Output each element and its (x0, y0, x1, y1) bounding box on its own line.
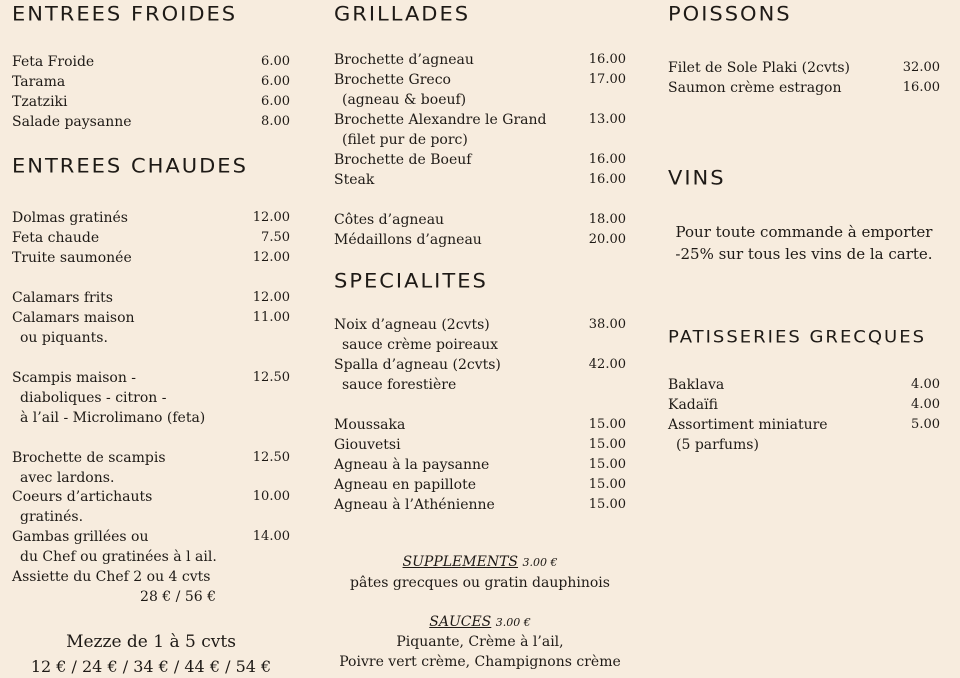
menu-item-price: 15.00 (588, 477, 626, 492)
menu-item-price: 12.50 (252, 370, 290, 385)
menu-item (12, 249, 290, 267)
menu-item-price: 16.00 (588, 172, 626, 187)
menu-item-price: 18.00 (588, 212, 626, 227)
sauces-line2: Poivre vert crème, Champignons crème (339, 654, 621, 670)
menu-item-name: Scampis maison - (12, 370, 137, 386)
menu-item-name: Baklava (668, 377, 725, 393)
menu-item-price: 7.50 (261, 230, 290, 245)
menu-item-name: Filet de Sole Plaki (2cvts) (668, 60, 851, 76)
vins-line1: Pour toute commande à emporter (675, 223, 933, 241)
menu-item-name: Brochette de Boeuf (334, 152, 472, 168)
menu-item-name: Assiette du Chef 2 ou 4 cvts (12, 569, 211, 585)
menu-item (12, 389, 290, 407)
menu-item-name: Salade paysanne (12, 114, 132, 130)
menu-item-name: Tzatziki (12, 94, 68, 110)
menu-item-price: 13.00 (588, 112, 626, 127)
menu-item-price: 17.00 (588, 72, 626, 87)
menu-item (668, 416, 940, 434)
menu-item (668, 396, 940, 414)
menu-item-price: 16.00 (588, 152, 626, 167)
menu-item-name: Giouvetsi (334, 437, 401, 453)
menu-item (12, 53, 290, 71)
menu-item (12, 588, 290, 606)
menu-item-name: Coeurs d’artichauts (12, 489, 153, 505)
menu-item-name: Agneau à la paysanne (334, 457, 490, 473)
menu-item-name: du Chef ou gratinées à l ail. (20, 549, 217, 565)
menu-item-name: Médaillons d’agneau (334, 232, 482, 248)
menu-item (334, 91, 626, 109)
menu-item (12, 488, 290, 506)
menu-item (12, 229, 290, 247)
menu-item-name: Truite saumonée (12, 250, 132, 266)
menu-item-price: 16.00 (588, 52, 626, 67)
menu-item-price: 12.50 (252, 450, 290, 465)
menu-item-price: 15.00 (588, 417, 626, 432)
menu-item-price: 6.00 (261, 94, 290, 109)
heading-entrees-froides: ENTREES FROIDES (12, 2, 238, 26)
menu-item (334, 416, 626, 434)
menu-item (334, 111, 626, 129)
menu-item-name: Noix d’agneau (2cvts) (334, 317, 490, 333)
menu-item (12, 469, 290, 487)
menu-item (12, 409, 290, 427)
menu-item-price: 15.00 (588, 497, 626, 512)
menu-item (12, 449, 290, 467)
menu-item-price: 4.00 (911, 377, 940, 392)
menu-item-price: 10.00 (252, 489, 290, 504)
menu-item-price: 20.00 (588, 232, 626, 247)
menu-item-name: Saumon crème estragon (668, 80, 842, 96)
menu-item-name: Assortiment miniature (668, 417, 828, 433)
menu-item-name: (5 parfums) (676, 437, 759, 453)
menu-item-name: Brochette d’agneau (334, 52, 474, 68)
menu-item-name: Moussaka (334, 417, 406, 433)
menu-item-price: 32.00 (902, 60, 940, 75)
menu-item-name: Calamars maison (12, 310, 135, 326)
menu-item-name: Feta Froide (12, 54, 95, 70)
menu-item (12, 508, 290, 526)
supplements-text: pâtes grecques ou gratin dauphinois (350, 575, 610, 591)
heading-poissons: POISSONS (668, 2, 792, 26)
menu-item-price: 12.00 (252, 290, 290, 305)
menu-item-name: Brochette de scampis (12, 450, 166, 466)
menu-item (334, 376, 626, 394)
menu-item (668, 376, 940, 394)
menu-item-name: Brochette Greco (334, 72, 451, 88)
menu-item (12, 329, 290, 347)
menu-item (334, 51, 626, 69)
menu-item-name: Agneau en papillote (334, 477, 476, 493)
menu-item-price: 11.00 (252, 310, 290, 325)
sauces-price: 3.00 € (495, 616, 531, 629)
menu-item-name: Feta chaude (12, 230, 100, 246)
menu-item-name: Dolmas gratinés (12, 210, 128, 226)
menu-item-price: 15.00 (588, 457, 626, 472)
menu-item (334, 171, 626, 189)
sauces-block (334, 614, 626, 630)
menu-item-price: 6.00 (261, 74, 290, 89)
sauces-label: SAUCES (429, 614, 492, 630)
menu-item (12, 528, 290, 546)
menu-item (334, 496, 626, 514)
menu-item-price: 15.00 (588, 437, 626, 452)
menu-item-price: 38.00 (588, 317, 626, 332)
menu-item-name: Kadaïfi (668, 397, 718, 413)
menu-item-price: 16.00 (902, 80, 940, 95)
vins-line2: -25% sur tous les vins de la carte. (675, 245, 933, 263)
menu-item (334, 456, 626, 474)
menu-item (12, 309, 290, 327)
menu-item (12, 73, 290, 91)
menu-item-price: 12.00 (252, 250, 290, 265)
sauces-line1: Piquante, Crème à l’ail, (396, 634, 564, 650)
menu-item (334, 476, 626, 494)
menu-item (334, 151, 626, 169)
menu-item-name: 28 € / 56 € (140, 589, 216, 605)
heading-vins: VINS (668, 166, 726, 190)
menu-item (334, 356, 626, 374)
menu-item (668, 436, 940, 454)
menu-item-name: Brochette Alexandre le Grand (334, 112, 547, 128)
menu-item-name: sauce crème poireaux (342, 337, 499, 353)
menu-item (668, 79, 940, 97)
menu-item-price: 4.00 (911, 397, 940, 412)
menu-item (334, 71, 626, 89)
menu-item-name: avec lardons. (20, 470, 115, 486)
menu-item (334, 131, 626, 149)
menu-item (334, 231, 626, 249)
menu-item-price: 5.00 (911, 417, 940, 432)
menu-item (334, 336, 626, 354)
menu-item (12, 568, 290, 586)
menu-item-name: Agneau à l’Athénienne (334, 497, 495, 513)
menu-item-name: Spalla d’agneau (2cvts) (334, 357, 501, 373)
menu-item (12, 289, 290, 307)
menu-item-price: 42.00 (588, 357, 626, 372)
menu-item-name: sauce forestière (342, 377, 457, 393)
heading-entrees-chaudes: ENTREES CHAUDES (12, 154, 248, 178)
menu-item-price: 6.00 (261, 54, 290, 69)
menu-item (12, 369, 290, 387)
menu-item (334, 316, 626, 334)
menu-item-name: gratinés. (20, 509, 84, 525)
menu-item-name: ou piquants. (20, 330, 108, 346)
menu-item (12, 209, 290, 227)
menu-item (12, 113, 290, 131)
heading-grillades: GRILLADES (334, 2, 471, 26)
menu-item-price: 14.00 (252, 529, 290, 544)
heading-specialites: SPECIALITES (334, 269, 488, 293)
menu-item-price: 8.00 (261, 114, 290, 129)
supplements-block (334, 554, 626, 570)
mezze-prices: 12 € / 24 € / 34 € / 44 € / 54 € (30, 657, 272, 676)
menu-item (668, 59, 940, 77)
menu-item-name: à l’ail - Microlimano (feta) (20, 410, 206, 426)
menu-item (334, 211, 626, 229)
mezze-title: Mezze de 1 à 5 cvts (66, 632, 236, 652)
menu-item-name: (filet pur de porc) (342, 132, 468, 148)
menu-item-name: Calamars frits (12, 290, 113, 306)
menu-item-name: Steak (334, 172, 375, 188)
menu-item-price: 12.00 (252, 210, 290, 225)
heading-patisseries: PATISSERIES GRECQUES (668, 327, 927, 348)
menu-item-name: Gambas grillées ou (12, 529, 149, 545)
menu-item (12, 93, 290, 111)
supplements-label: SUPPLEMENTS (402, 554, 519, 570)
menu-item-name: Tarama (12, 74, 66, 90)
menu-item-name: Côtes d’agneau (334, 212, 445, 228)
menu-item (334, 436, 626, 454)
menu-item (12, 548, 290, 566)
supplements-price: 3.00 € (522, 556, 558, 569)
menu-item-name: diaboliques - citron - (20, 390, 167, 406)
menu-item-name: (agneau & boeuf) (342, 92, 467, 108)
